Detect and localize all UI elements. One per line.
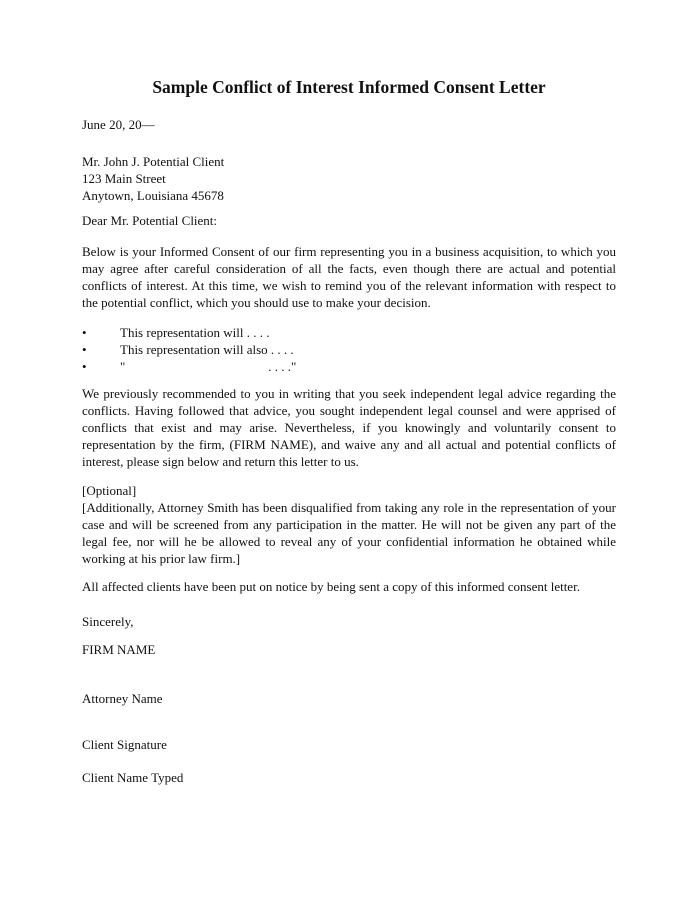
client-name-typed-line: Client Name Typed	[82, 770, 184, 785]
notice-line: All affected clients have been put on notice by being sent a copy of this informed consent letter.	[82, 579, 580, 594]
firm-name: FIRM NAME	[82, 642, 156, 657]
optional-paragraph: [Additionally, Attorney Smith has been disqualified from taking any role in the representation of your case and will be screened from any participation in the matter. He will not be given any part of the legal fee, nor will he be allowed to reveal any of your confidential information he obtained while working at his prior law firm.]	[82, 500, 616, 566]
paragraph-intro: Below is your Informed Consent of our firm representing you in a business acquisition, to which you may agree after careful consideration of all the facts, even though there are actual and potential conflicts of interest. At this time, we wish to remind you of the relevant information with respect to the potential conflict, which you should use to make your decision.	[82, 244, 616, 310]
bullet-icon: •	[82, 342, 87, 357]
optional-block	[82, 482, 616, 567]
bullet-text: This representation will also . . . .	[120, 342, 294, 357]
recipient-street: 123 Main Street	[82, 171, 166, 186]
paragraph-advice: We previously recommended to you in writing that you seek independent legal advice regarding the conflicts. Having followed that advice, you sought independent legal counsel and were apprised of conflicts that exist and may arise. Nevertheless, if you knowingly and voluntarily consent to representation by the firm, (FIRM NAME), and waive any and all actual and potential conflicts of interest, please sign below and return this letter to us.	[82, 386, 616, 469]
bullet-list	[82, 324, 616, 375]
list-item	[82, 324, 616, 341]
client-signature-line: Client Signature	[82, 737, 167, 752]
bullet-icon: •	[82, 325, 87, 340]
closing: Sincerely,	[82, 614, 134, 629]
salutation: Dear Mr. Potential Client:	[82, 213, 218, 228]
attorney-name-line: Attorney Name	[82, 691, 163, 706]
letter-date: June 20, 20—	[82, 117, 155, 132]
optional-label: [Optional]	[82, 483, 137, 498]
list-item	[82, 358, 616, 375]
page-title: Sample Conflict of Interest Informed Consent Letter	[152, 77, 546, 97]
recipient-address	[82, 153, 616, 204]
recipient-name: Mr. John J. Potential Client	[82, 154, 225, 169]
bullet-text: This representation will . . . .	[120, 325, 270, 340]
list-item	[82, 341, 616, 358]
bullet-icon: •	[82, 359, 87, 374]
bullet-text: " . . . ."	[120, 359, 297, 374]
recipient-city-state-zip: Anytown, Louisiana 45678	[82, 188, 224, 203]
